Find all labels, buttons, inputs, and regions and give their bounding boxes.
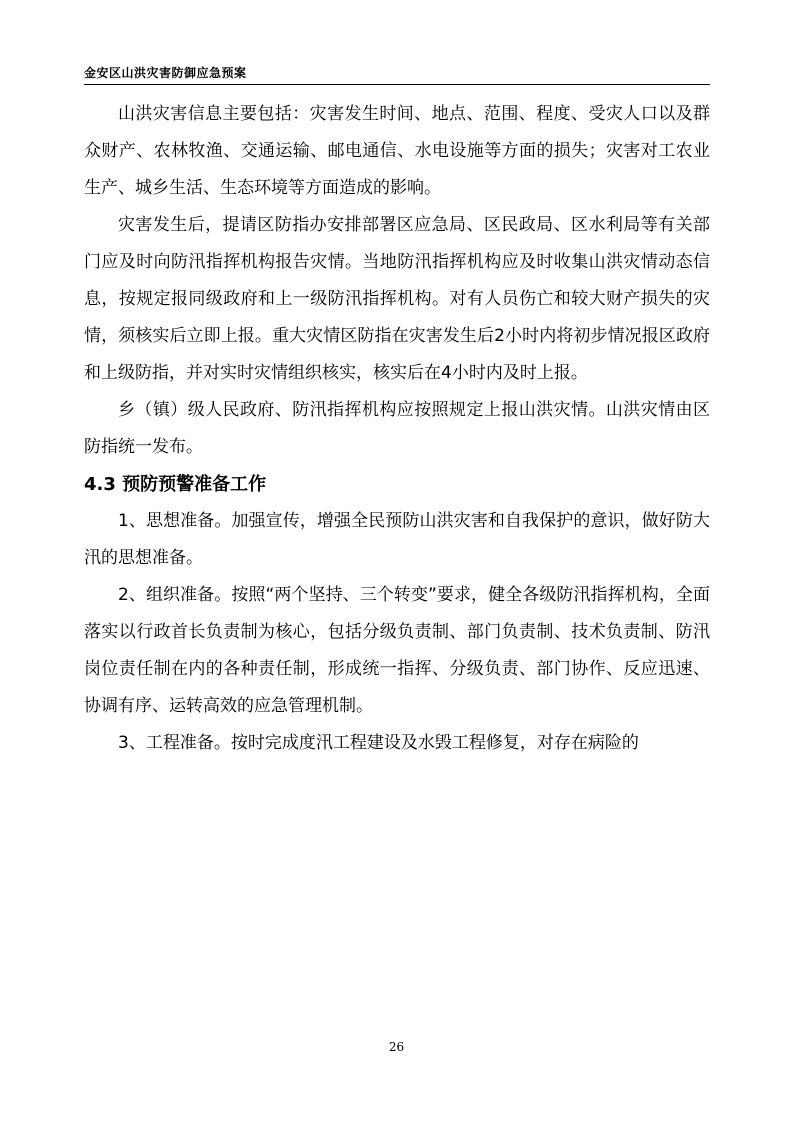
paragraph-organizational-preparation: 2、组织准备。按照“两个坚持、三个转变”要求，健全各级防汛指挥机构，全面落实以行政首长负责制为核心，包括分级负责制、部门负责制、技术负责制、防汛岗位责任制在内的各种责任制，形成统一指挥、分级负责、部门协作、反应迅速、协调有序、运转高效的应急管理机制。: [84, 585, 710, 716]
body-text: [84, 96, 710, 762]
paragraph-disaster-reporting: 灾害发生后，提请区防指办安排部署区应急局、区民政局、区水利局等有关部门应及时向防汛指挥机构报告灾情。当地防汛指挥机构应及时收集山洪灾情动态信息，按规定报同级政府和上一级防汛指挥机构。对有人员伤亡和较大财产损失的灾情，须核实后立即上报。重大灾情区防指在灾害发生后2小时内将初步情况报区政府和上级防指，并对实时灾情组织核实，核实后在4小时内及时上报。: [84, 215, 710, 383]
paragraph-ideological-preparation: 1、思想准备。加强宣传，增强全民预防山洪灾害和自我保护的意识，做好防大汛的思想准备。: [84, 511, 710, 568]
header-rule: [84, 84, 710, 85]
page-number: 26: [388, 1040, 405, 1054]
running-header: 金安区山洪灾害防御应急预案: [84, 66, 247, 80]
paragraph-township-reporting: 乡（镇）级人民政府、防汛指挥机构应按照规定上报山洪灾情。山洪灾情由区防指统一发布。: [84, 400, 710, 457]
paragraph-disaster-info: 山洪灾害信息主要包括：灾害发生时间、地点、范围、程度、受灾人口以及群众财产、农林牧渔、交通运输、邮电通信、水电设施等方面的损失；灾害对工农业生产、城乡生活、生态环境等方面造成的影响。: [84, 104, 710, 198]
section-heading-4-3: 4.3 预防预警准备工作: [84, 474, 267, 495]
paragraph-engineering-preparation: 3、工程准备。按时完成度汛工程建设及水毁工程修复，对存在病险的: [118, 733, 639, 753]
